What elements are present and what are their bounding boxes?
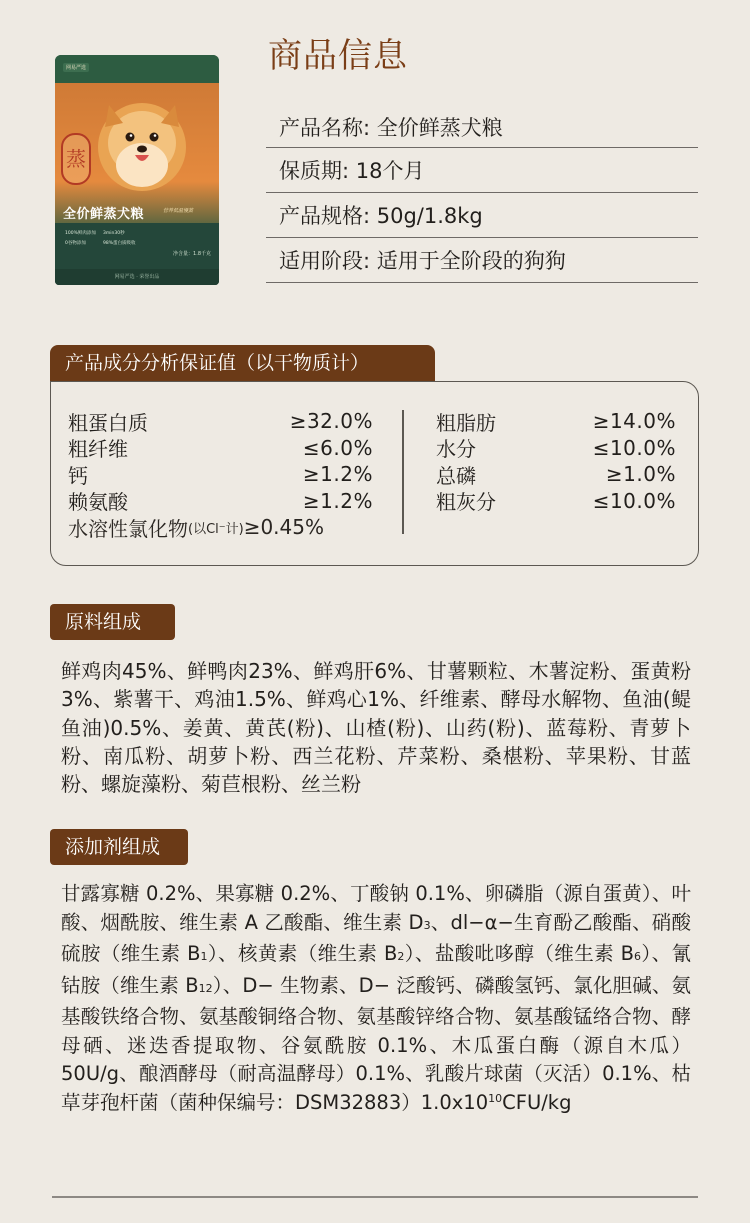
additives-text-part: ）、氰钴胺（维生素 B — [61, 942, 692, 997]
nutrient-value: ≥14.0% — [592, 409, 676, 434]
analysis-divider — [402, 410, 404, 534]
package-feature: 98%蛋白质吸收 — [103, 241, 136, 246]
raw-materials-text: 鲜鸡肉45%、鲜鸭肉23%、鲜鸡肝6%、甘薯颗粒、木薯淀粉、蛋黄粉3%、紫薯干、鸡油1.5%、鲜鸡心1%、纤维素、酵母水解物、鱼油(鳀鱼油)0.5%、姜黄、黄芪(粉)、山楂(粉)、山药(粉)、蓝莓粉、青萝卜粉、南瓜粉、胡萝卜粉、西兰花粉、芹菜粉、桑椹粉、苹果粉、甘蓝粉、螺旋藻粉、菊苣根粉、丝兰粉 — [61, 659, 691, 797]
analysis-row — [68, 408, 373, 435]
package-slogan: 营养低温慢蒸 — [163, 208, 194, 214]
pomeranian-dog-illustration — [93, 85, 191, 195]
additives-subscript: 1 — [200, 950, 208, 963]
product-info-row: 适用阶段: 适用于全阶段的狗狗 — [266, 238, 698, 283]
analysis-row — [68, 488, 373, 515]
raw-materials-tag: 原料组成 — [50, 604, 175, 640]
additives-superscript: 10 — [488, 1091, 503, 1105]
additives-text-part: ）、D− 生物素、D− 泛酸钙、磷酸氢钙、氯化胆碱、氨基酸铁络合物、氨基酸铜络合物、氨基酸锌络合物、氨基酸锰络合物、酵母硒、迷迭香提取物、谷氨酰胺 0.1%、木瓜蛋白酶（源自木瓜）50U/g、酿酒酵母（耐高温酵母）0.1%、乳酸片球菌（灭活）0.1%、枯草芽孢杆菌（菌种保编号：DSM32883）1.0x10 — [61, 973, 692, 1114]
additives-text-part: ）、核黄素（维生素 B — [207, 942, 398, 965]
package-brand: 网易严选 — [63, 63, 89, 72]
nutrient-name: 水溶性氯化物 — [68, 516, 188, 541]
analysis-row — [436, 461, 676, 488]
package-weight: 净含量：1.8千克 — [173, 251, 211, 257]
product-info-row: 产品规格: 50g/1.8kg — [266, 193, 698, 238]
nutrient-value: ≥1.0% — [605, 462, 676, 487]
analysis-box — [50, 381, 699, 566]
analysis-left-column — [68, 408, 373, 541]
analysis-row — [436, 488, 676, 515]
nutrient-value: ≥1.2% — [302, 488, 373, 513]
bottom-divider — [52, 1196, 698, 1198]
product-package-image — [55, 55, 219, 285]
nutrient-value: ≤10.0% — [592, 435, 676, 460]
additives-subscript: 6 — [634, 950, 642, 963]
additives-text — [61, 880, 691, 1117]
additives-tag: 添加剂组成 — [50, 829, 188, 865]
additives-text-part: CFU/kg — [502, 1090, 572, 1114]
nutrient-value: ≥32.0% — [289, 409, 373, 434]
additives-text-part: 、dl−α−生育酚乙酸酯、硝酸硫胺（维生素 B — [61, 910, 692, 965]
nutrient-name: 粗灰分 — [436, 490, 496, 515]
analysis-row-chloride — [68, 514, 373, 541]
package-top-band — [55, 55, 219, 83]
package-footer: 网易严选 · 荣誉出品 — [55, 269, 219, 285]
analysis-row — [436, 408, 676, 435]
product-info-row: 保质期: 18个月 — [266, 148, 698, 193]
analysis-row — [68, 435, 373, 462]
steam-character-badge: 蒸 — [61, 133, 91, 185]
analysis-right-column — [436, 408, 676, 514]
product-info-list — [266, 106, 698, 283]
package-title: 全价鲜蒸犬粮 — [63, 207, 145, 222]
package-feature: 0谷物添加 — [65, 241, 86, 246]
nutrient-name: 水分 — [436, 437, 476, 462]
additives-subscript: 2 — [397, 950, 405, 963]
package-feature: 100%鲜肉添加 — [65, 231, 96, 236]
analysis-section-tag: 产品成分分析保证值（以干物质计） — [50, 345, 435, 381]
nutrient-value: ≥1.2% — [302, 462, 373, 487]
nutrient-name: 总磷 — [436, 463, 476, 488]
additives-text-part: ）、盐酸吡哆醇（维生素 B — [404, 942, 635, 965]
analysis-row — [68, 461, 373, 488]
nutrient-note: (以Cl⁻计) — [188, 521, 244, 537]
nutrient-name: 钙 — [68, 463, 88, 488]
product-info-row: 产品名称: 全价鲜蒸犬粮 — [266, 106, 698, 148]
nutrient-name: 赖氨酸 — [68, 490, 128, 515]
nutrient-value: ≥0.45% — [243, 515, 324, 540]
additives-subscript: 12 — [198, 981, 213, 995]
additives-subscript: 3 — [423, 918, 431, 932]
product-info-title: 商品信息 — [268, 36, 408, 76]
additives-text-part: 甘露寡糖 0.2%、果寡糖 0.2%、丁酸钠 0.1%、卵磷脂（源自蛋黄）、叶酸、烟酰胺、维生素 A 乙酸酯、维生素 D — [61, 882, 691, 934]
package-feature: 3min30秒 — [103, 231, 125, 236]
nutrient-value: ≤6.0% — [302, 435, 373, 460]
nutrient-name: 粗脂肪 — [436, 410, 496, 435]
nutrient-name: 粗蛋白质 — [68, 410, 148, 435]
nutrient-value: ≤10.0% — [592, 488, 676, 513]
analysis-row — [436, 435, 676, 462]
nutrient-name: 粗纤维 — [68, 437, 128, 462]
